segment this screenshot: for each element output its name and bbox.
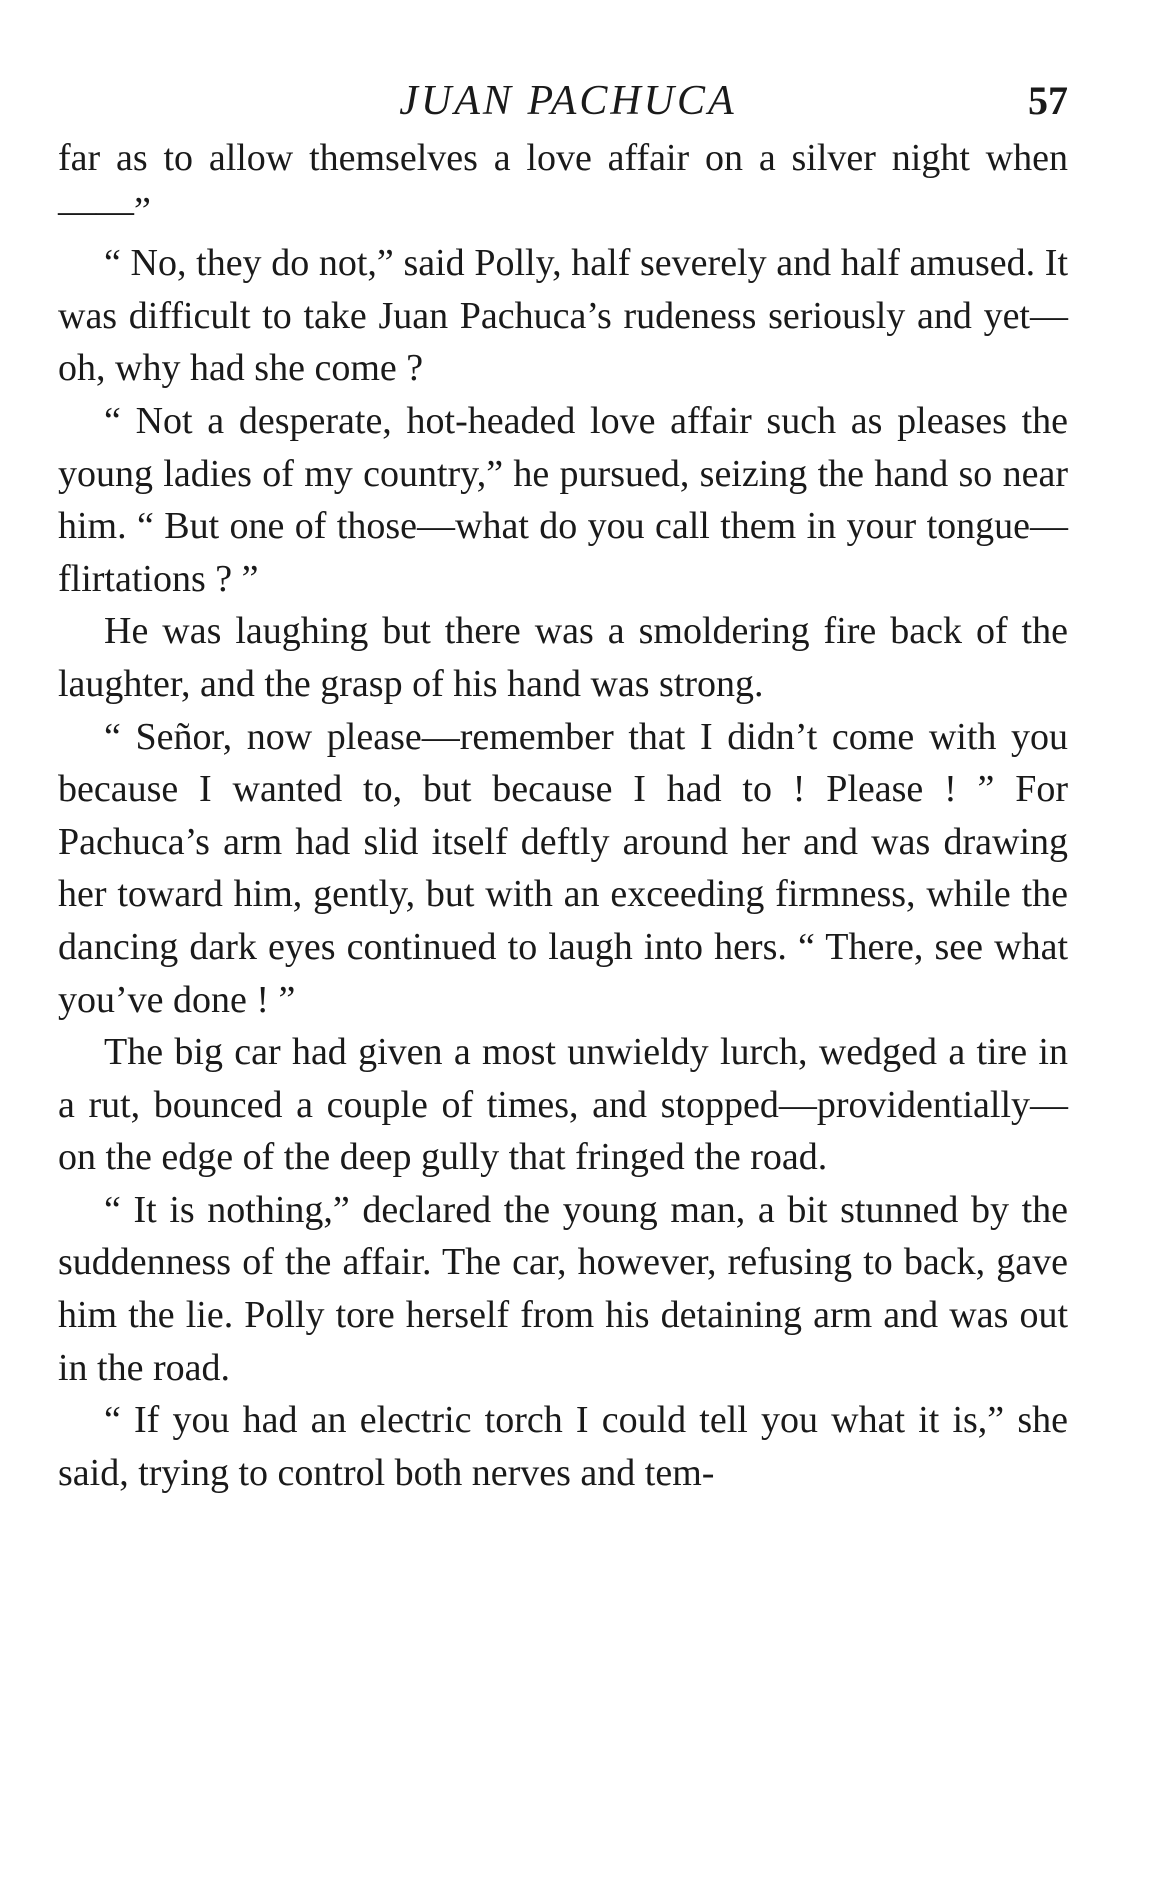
paragraph: The big car had given a most unwieldy lurch, wedged a tire in a rut, bounced a couple of times, and stopped—providentially—on the edge of the deep gully that fringed the road. xyxy=(58,1031,1068,1179)
paragraph: “ If you had an electric torch I could tell you what it is,” she said, trying to control both nerves and tem- xyxy=(58,1399,1068,1494)
paragraph-continuation: far as to allow themselves a love affair on a silver night when ——” xyxy=(58,137,1068,232)
running-head xyxy=(58,70,1068,132)
paragraph: He was laughing but there was a smoldering fire back of the laughter, and the grasp of his hand was strong. xyxy=(58,610,1068,705)
running-title: JUAN PACHUCA xyxy=(399,78,737,124)
book-page xyxy=(58,70,1068,1499)
paragraph: “ Señor, now please—remember that I didn’t come with you because I wanted to, but because I had to ! Please ! ” For Pachuca’s arm had slid itself deftly around her and was drawing her toward him, gently, but with an exceeding firmness, while the dancing dark eyes continued to laugh into hers. “ There, see what you’ve done ! ” xyxy=(58,715,1068,1021)
paragraph: “ No, they do not,” said Polly, half severely and half amused. It was difficult to take Juan Pachuca’s rudeness seriously and yet—oh, why had she come ? xyxy=(58,242,1068,390)
body-text xyxy=(58,132,1068,1499)
paragraph: “ Not a desperate, hot-headed love affair such as pleases the young ladies of my country,” he pursued, seizing the hand so near him. “ But one of those—what do you call them in your tongue—flirtations ? ” xyxy=(58,399,1068,600)
paragraph: “ It is nothing,” declared the young man, a bit stunned by the suddenness of the affair. The car, however, refusing to back, gave him the lie. Polly tore herself from his detaining arm and was out in the road. xyxy=(58,1188,1068,1389)
page-number: 57 xyxy=(1028,78,1068,123)
